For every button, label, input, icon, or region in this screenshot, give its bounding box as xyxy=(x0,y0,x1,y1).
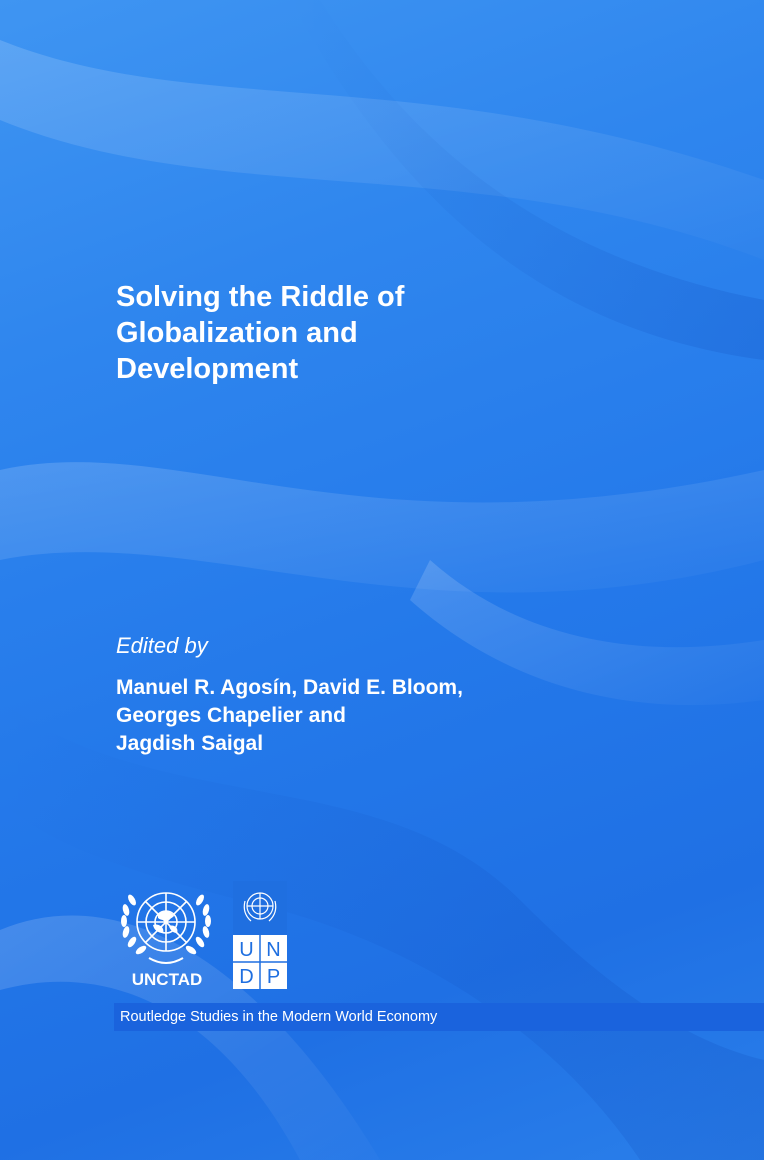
series-title: Routledge Studies in the Modern World Economy xyxy=(120,1009,438,1025)
title-line: Development xyxy=(116,353,299,385)
undp-logo-icon xyxy=(233,881,287,989)
unctad-label: UNCTAD xyxy=(131,970,203,989)
undp-letter: N xyxy=(266,939,281,961)
book-title xyxy=(116,279,536,387)
undp-letter: P xyxy=(266,966,281,988)
undp-letter: U xyxy=(239,939,254,961)
editor-line: Georges Chapelier and xyxy=(116,704,346,727)
series-band xyxy=(114,1003,764,1031)
editors-list xyxy=(116,674,463,758)
title-line: Globalization and xyxy=(116,317,358,349)
undp-letter: D xyxy=(239,966,254,988)
edited-by-label: Edited by xyxy=(116,633,208,658)
editor-line: Manuel R. Agosín, David E. Bloom, xyxy=(116,676,463,699)
title-line: Solving the Riddle of xyxy=(116,281,405,313)
editor-line: Jagdish Saigal xyxy=(116,732,264,755)
